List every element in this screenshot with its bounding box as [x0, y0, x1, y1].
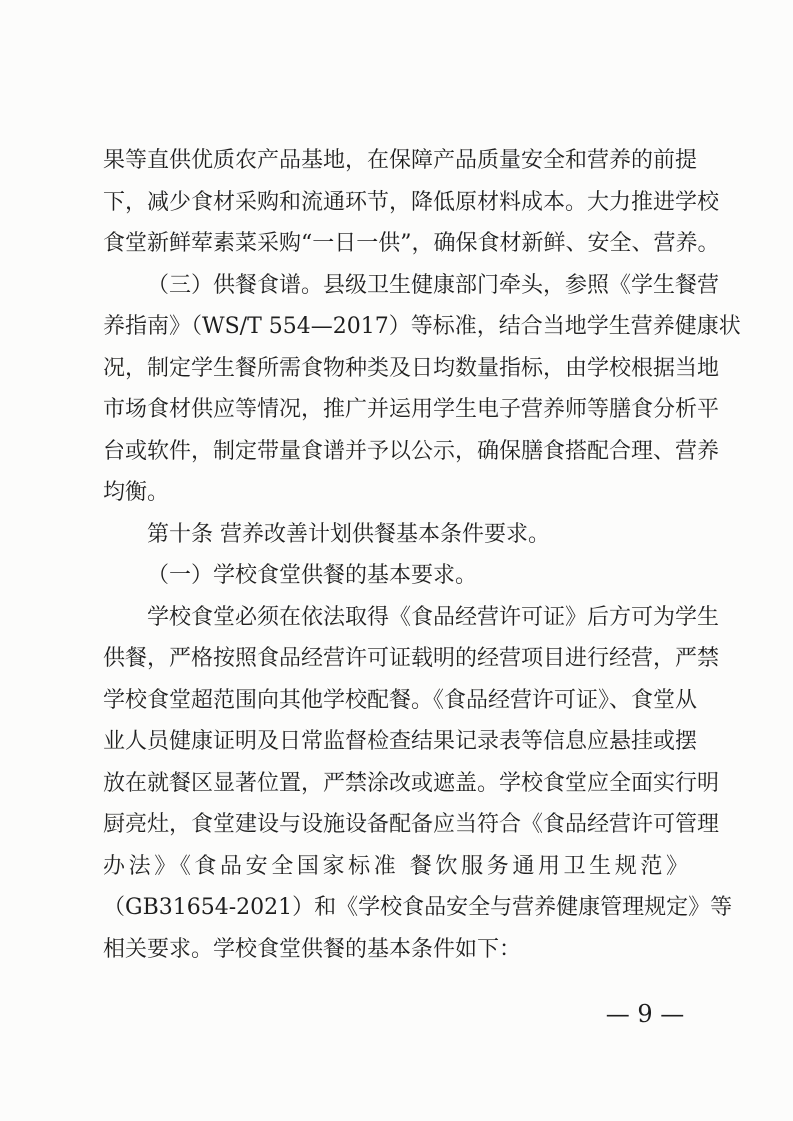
- paragraph-line: 学校食堂必须在依法取得《食品经营许可证》后方可为学生: [147, 604, 720, 630]
- paragraph-line: 果等直供优质农产品基地，在保障产品质量安全和营养的前提: [103, 148, 698, 173]
- body-text: [103, 140, 741, 970]
- paragraph-line: 厨亮灶，食堂建设与设施设备配备应当符合《食品经营许可管理: [103, 812, 720, 837]
- paragraph-line: 台或软件，制定带量食谱并予以公示，确保膳食搭配合理、营养: [103, 438, 720, 464]
- paragraph-line: 均衡。: [103, 480, 170, 505]
- paragraph-line: 供餐，严格按照食品经营许可证载明的经营项目进行经营，严禁: [103, 646, 720, 671]
- paragraph-line: （GB31654-2021）和《学校食品安全与营养健康管理规定》等: [103, 895, 733, 920]
- article-heading: 第十条 营养改善计划供餐基本条件要求。: [147, 521, 550, 547]
- paragraph-line: 市场食材供应等情况，推广并运用学生电子营养师等膳食分析平: [103, 397, 720, 422]
- paragraph-line: 学校食堂超范围向其他学校配餐。《食品经营许可证》、食堂从: [103, 687, 698, 713]
- section-heading: （一）学校食堂供餐的基本要求。: [147, 563, 478, 588]
- paragraph-line: 业人员健康证明及日常监督检查结果记录表等信息应悬挂或摆: [103, 729, 698, 754]
- paragraph-line: 相关要求。学校食堂供餐的基本条件如下：: [103, 936, 522, 962]
- paragraph-line: 办法》《食品安全国家标准 餐饮服务通用卫生规范》: [103, 853, 688, 879]
- paragraph-line: 食堂新鲜荤素菜采购“一日一供”，确保食材新鲜、安全、营养。: [103, 231, 720, 256]
- paragraph-line: 养指南》（WS/T 554—2017）等标准，结合当地学生营养健康状: [103, 314, 741, 339]
- page-number: — 9 —: [605, 1000, 685, 1028]
- paragraph-line: 下，减少食材采购和流通环节，降低原材料成本。大力推进学校: [103, 189, 720, 215]
- paragraph-line: 放在就餐区显著位置，严禁涂改或遮盖。学校食堂应全面实行明: [103, 770, 720, 796]
- paragraph-line: 况，制定学生餐所需食物种类及日均数量指标，由学校根据当地: [103, 355, 720, 381]
- paragraph-line: （三）供餐食谱。县级卫生健康部门牵头，参照《学生餐营: [147, 272, 720, 298]
